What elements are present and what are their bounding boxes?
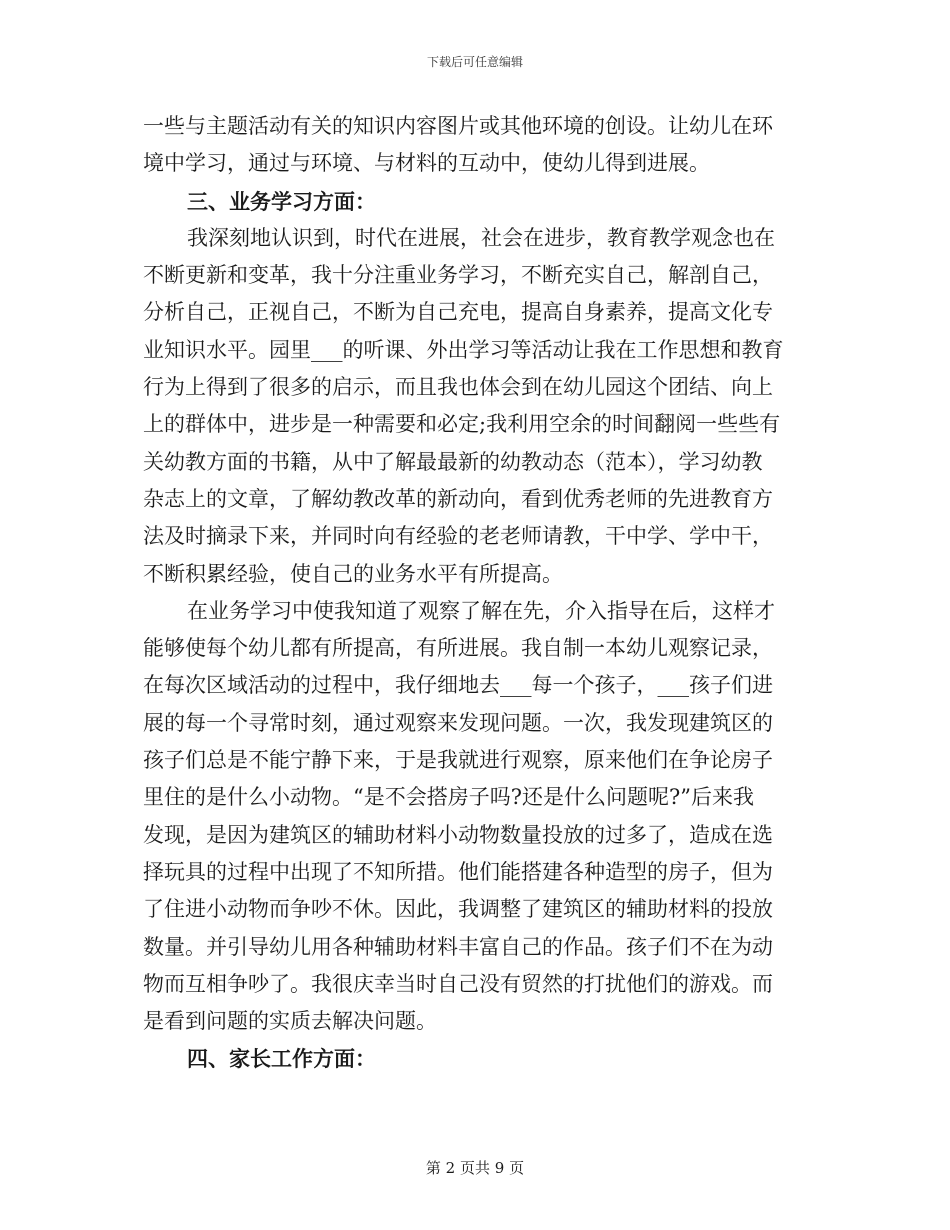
text-line: 上的群体中，进步是一种需要和必定;我利用空余的时间翻阅一些些有 xyxy=(143,412,781,437)
text-line: 在每次区域活动的过程中，我仔细地去___每一个孩子，___孩子们进 xyxy=(143,673,773,698)
text-line: 一些与主题活动有关的知识内容图片或其他环境的创设。让幼儿在环 xyxy=(143,114,773,138)
text-line: 展的每一个寻常时刻，通过观察来发现问题。一次，我发现建筑区的 xyxy=(143,710,773,735)
text-line: 不断积累经验，使自己的业务水平有所提高。 xyxy=(143,561,563,586)
text-line: 了住进小动物而争吵不休。因此，我调整了建筑区的辅助材料的投放 xyxy=(143,897,773,922)
page-number: 第 2 页共 9 页 xyxy=(425,1159,525,1177)
text-line: 物而互相争吵了。我很庆幸当时自己没有贸然的打扰他们的游戏。而 xyxy=(143,971,773,996)
page-header-note: 下载后可任意编辑 xyxy=(426,55,523,69)
text-line: 发现，是因为建筑区的辅助材料小动物数量投放的过多了，造成在选 xyxy=(143,822,773,847)
section-heading-parent-work: 四、家长工作方面： xyxy=(187,1046,376,1072)
text-line: 杂志上的文章，了解幼教改革的新动向，看到优秀老师的先进教育方 xyxy=(143,486,773,511)
text-line: 分析自己，正视自己，不断为自己充电，提高自身素养，提高文化专 xyxy=(143,300,773,325)
text-line: 业知识水平。园里___的听课、外出学习等活动让我在工作思想和教育 xyxy=(143,337,784,362)
text-line: 是看到问题的实质去解决问题。 xyxy=(143,1009,437,1034)
text-line: 行为上得到了很多的启示，而且我也体会到在幼儿园这个团结、向上 xyxy=(143,375,773,400)
text-line: 关幼教方面的书籍，从中了解最最新的幼教动态（范本），学习幼教 xyxy=(143,449,763,474)
text-line: 我深刻地认识到，时代在进展，社会在进步，教育教学观念也在 xyxy=(187,225,775,250)
text-line: 择玩具的过程中出现了不知所措。他们能搭建各种造型的房子，但为 xyxy=(143,859,773,884)
text-line: 法及时摘录下来，并同时向有经验的老老师请教，干中学、学中干， xyxy=(143,524,773,549)
section-heading-business-study: 三、业务学习方面： xyxy=(187,188,376,214)
text-line: 在业务学习中使我知道了观察了解在先，介入指导在后，这样才 xyxy=(187,598,775,623)
text-line: 里住的是什么小动物。“是不会搭房子吗?还是什么问题呢?”后来我 xyxy=(143,785,754,810)
text-line: 不断更新和变革，我十分注重业务学习，不断充实自己，解剖自己， xyxy=(143,263,773,288)
text-line: 能够使每个幼儿都有所提高，有所进展。我自制一本幼儿观察记录， xyxy=(143,636,773,661)
document-body xyxy=(143,108,803,1078)
text-line: 孩子们总是不能宁静下来，于是我就进行观察，原来他们在争论房子 xyxy=(143,748,773,773)
text-line: 数量。并引导幼儿用各种辅助材料丰富自己的作品。孩子们不在为动 xyxy=(143,934,773,959)
text-line: 境中学习，通过与环境、与材料的互动中，使幼儿得到进展。 xyxy=(143,151,710,176)
